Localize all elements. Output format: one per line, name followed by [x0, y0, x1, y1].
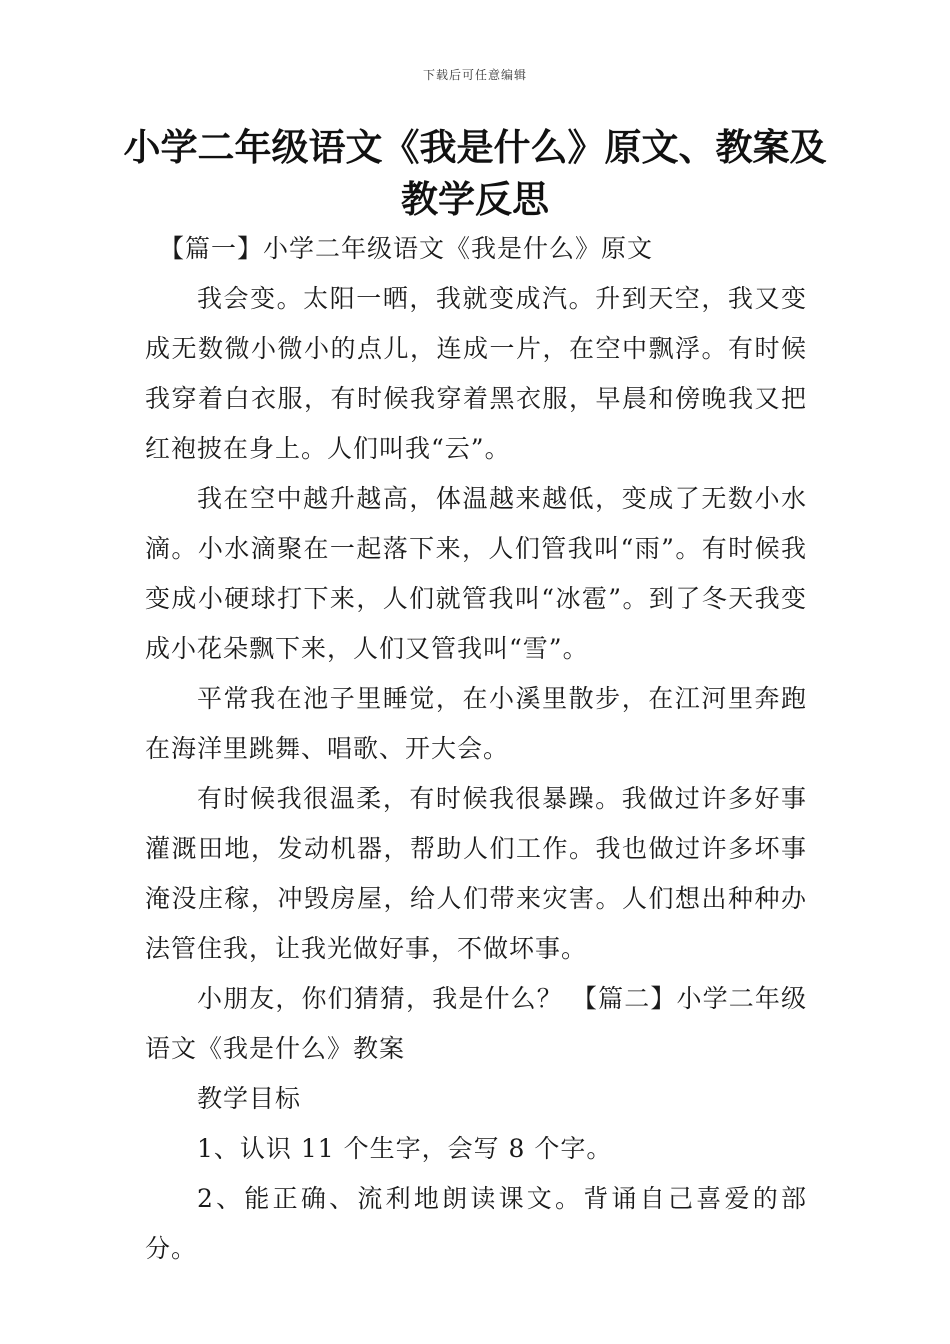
paragraph-rain: 我在空中越升越高，体温越来越低，变成了无数小水滴。小水滴聚在一起落下来，人们管我叫“雨”。有时候我变成小硬球打下来，人们就管我叫“冰雹”。到了冬天我变成小花朵飘下来，人们又管我叫“雪”。: [145, 484, 807, 663]
paragraph-good-bad: 有时候我很温柔，有时候我很暴躁。我做过许多好事灌溉田地，发动机器，帮助人们工作。我也做过许多坏事淹没庄稼，冲毁房屋，给人们带来灾害。人们想出种种办法管住我，让我光做好事，不做坏事。: [145, 784, 807, 963]
document-body: [145, 224, 807, 1274]
header-note: 下载后可任意编辑: [422, 68, 527, 82]
teaching-goals-heading: 教学目标: [197, 1084, 302, 1113]
section-heading-1: 【篇一】小学二年级语文《我是什么》原文: [159, 234, 654, 263]
goal-item-1: 1、认识 11 个生字，会写 8 个字。: [197, 1134, 613, 1163]
paragraph-cloud: 我会变。太阳一晒，我就变成汽。升到天空，我又变成无数微小微小的点儿，连成一片，在空中飘浮。有时候我穿着白衣服，有时候我穿着黑衣服，早晨和傍晚我又把红袍披在身上。人们叫我“云”。: [145, 284, 807, 463]
goal-item-2: 2、能正确、流利地朗读课文。背诵自己喜爱的部分。: [145, 1184, 807, 1263]
paragraph-water-places: 平常我在池子里睡觉，在小溪里散步，在江河里奔跑在海洋里跳舞、唱歌、开大会。: [145, 684, 807, 763]
paragraph-riddle-and-section-2: 小朋友，你们猜猜，我是什么？ 【篇二】小学二年级语文《我是什么》教案: [145, 984, 807, 1063]
document-title: 小学二年级语文《我是什么》原文、教案及教学反思: [123, 126, 827, 221]
